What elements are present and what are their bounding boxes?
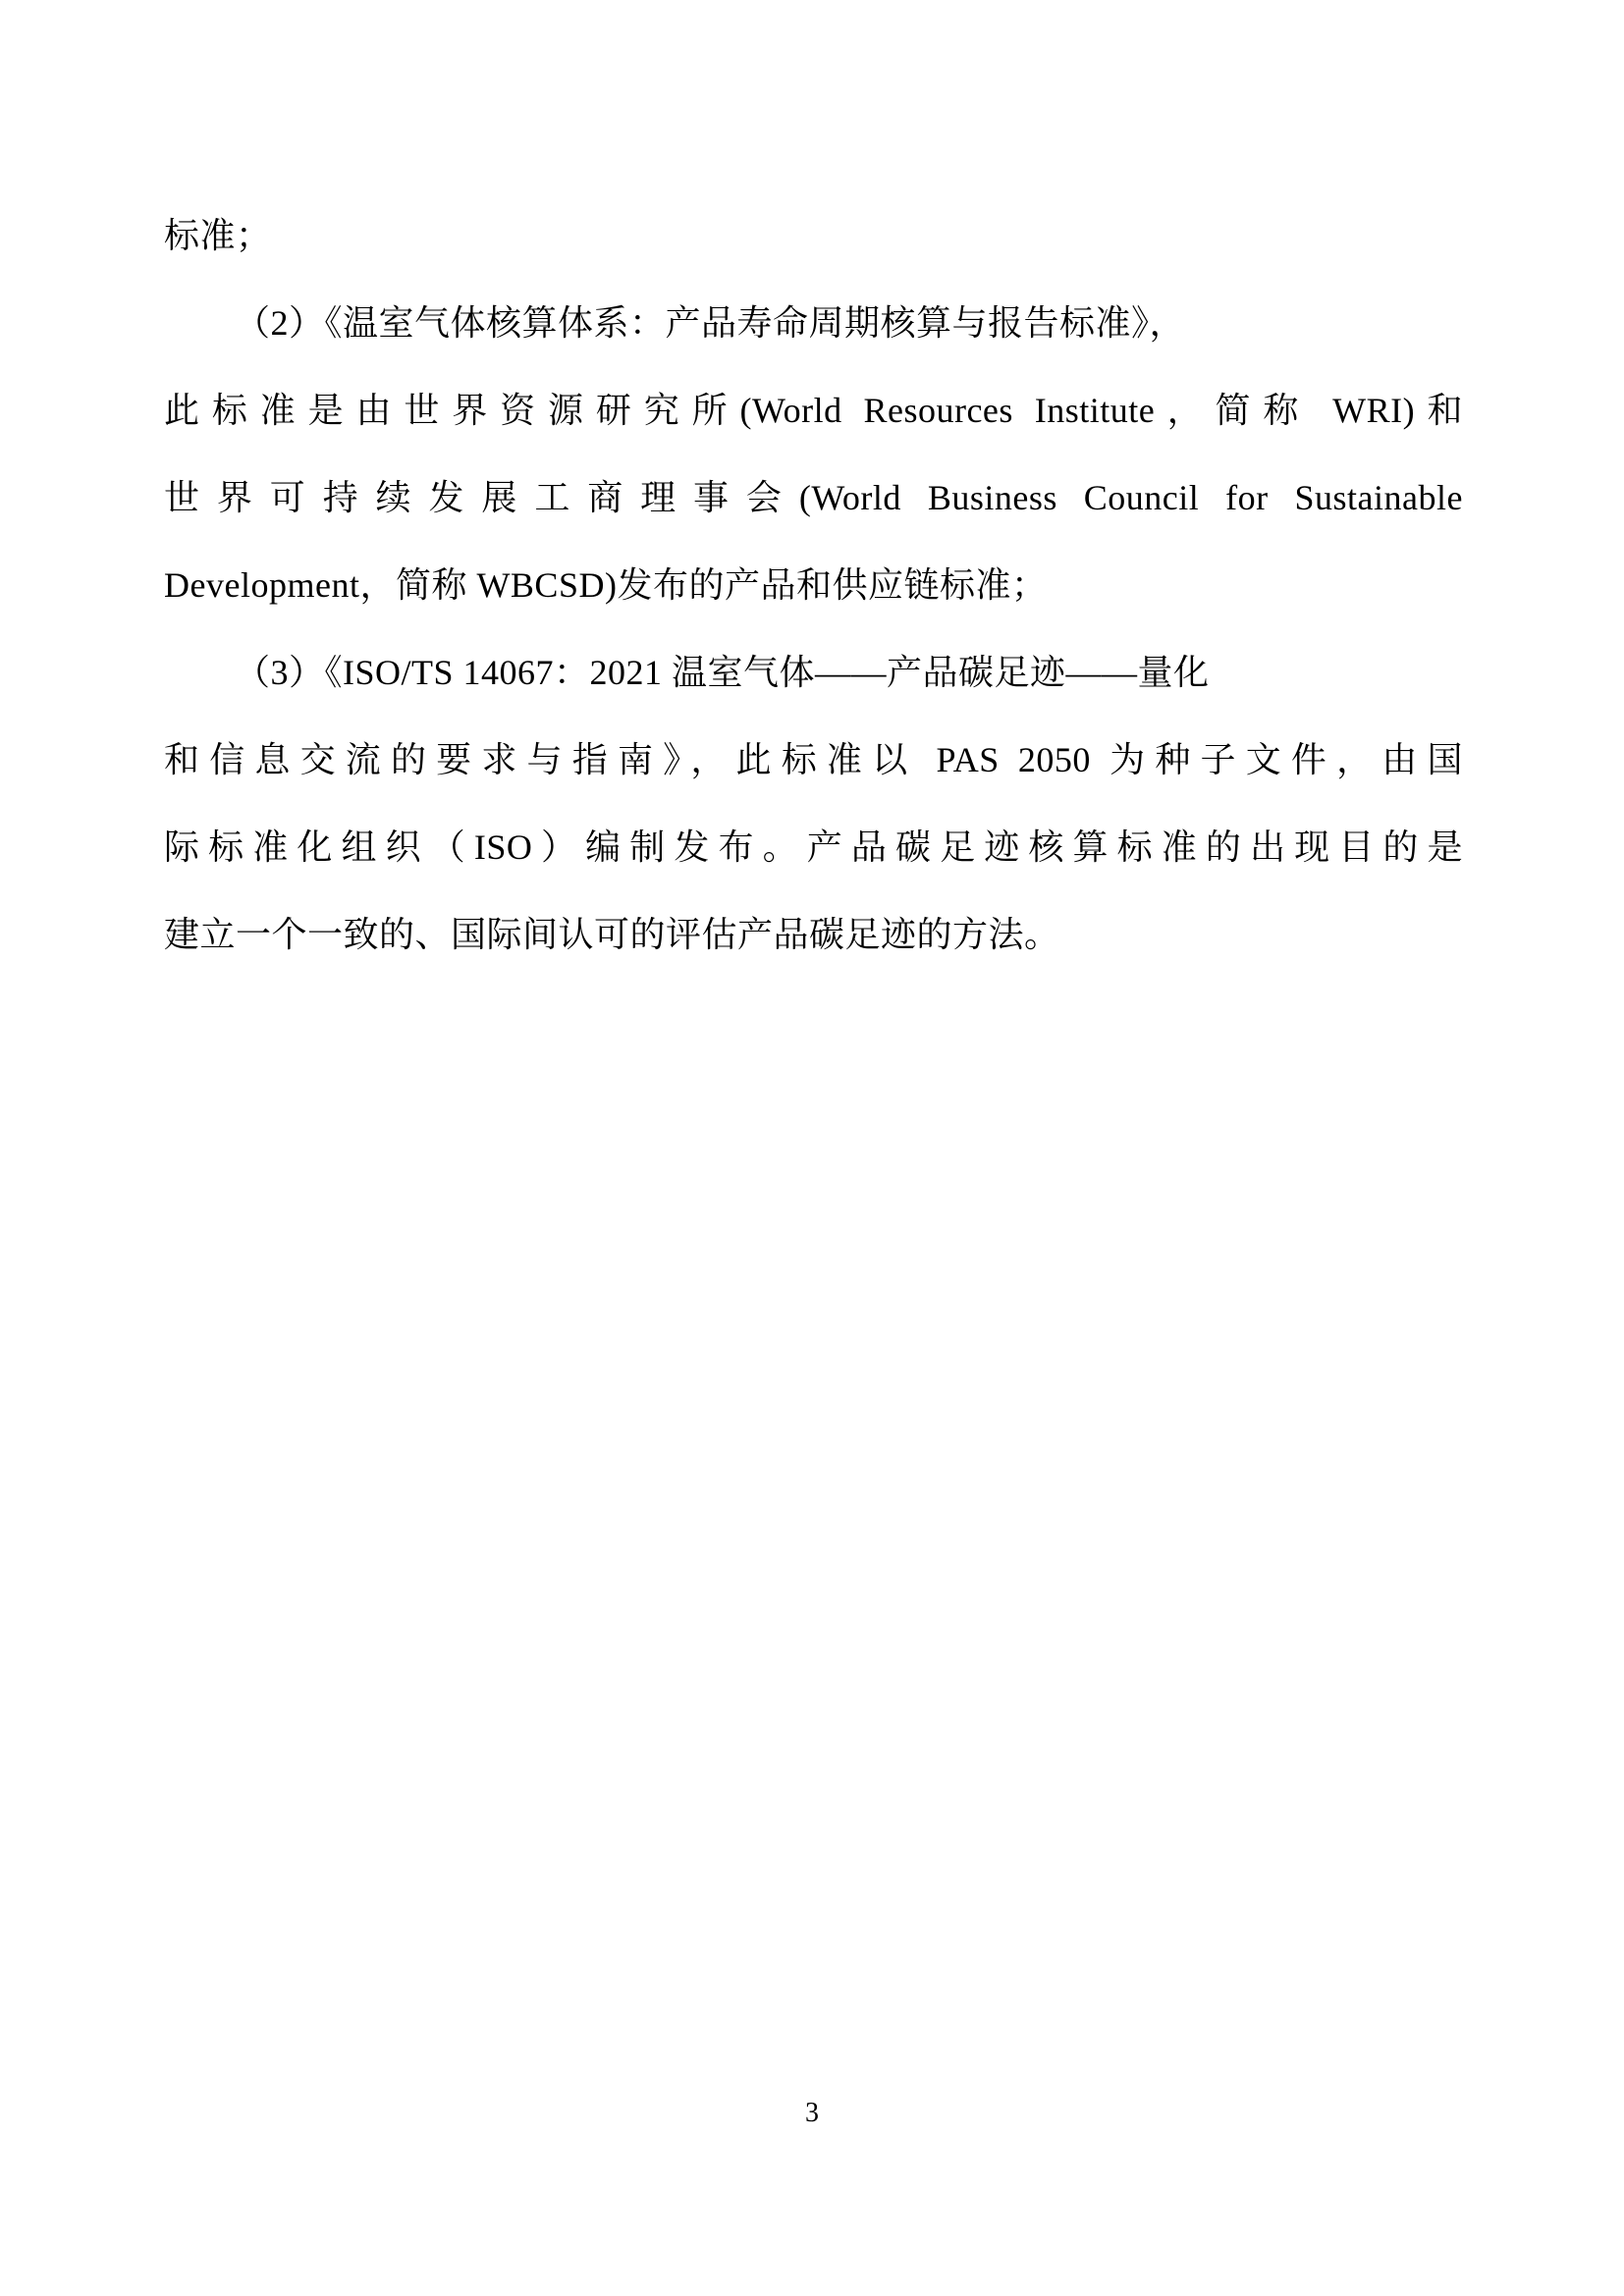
doc-line: 际标准化组织（ISO）编制发布。产品碳足迹核算标准的出现目的是 (164, 828, 1463, 867)
doc-line: 和信息交流的要求与指南》，此标准以 PAS 2050 为种子文件，由国 (164, 740, 1463, 779)
doc-line: Development，简称 WBCSD)发布的产品和供应链标准； (164, 565, 1048, 605)
doc-line: 标准； (164, 216, 272, 255)
doc-line: 建立一个一致的、国际间认可的评估产品碳足迹的方法。 (164, 915, 1060, 954)
document-body (164, 192, 1463, 979)
doc-line: 世界可持续发展工商理事会(World Business Council for Sustainable (164, 478, 1463, 517)
doc-line: （2）《温室气体核算体系：产品寿命周期核算与报告标准》， (235, 303, 1186, 343)
doc-line: 此标准是由世界资源研究所(World Resources Institute，简称 WRI)和 (164, 391, 1463, 430)
page-number: 3 (805, 2098, 819, 2128)
doc-line: （3）《ISO/TS 14067：2021 温室气体——产品碳足迹——量化 (235, 653, 1210, 692)
